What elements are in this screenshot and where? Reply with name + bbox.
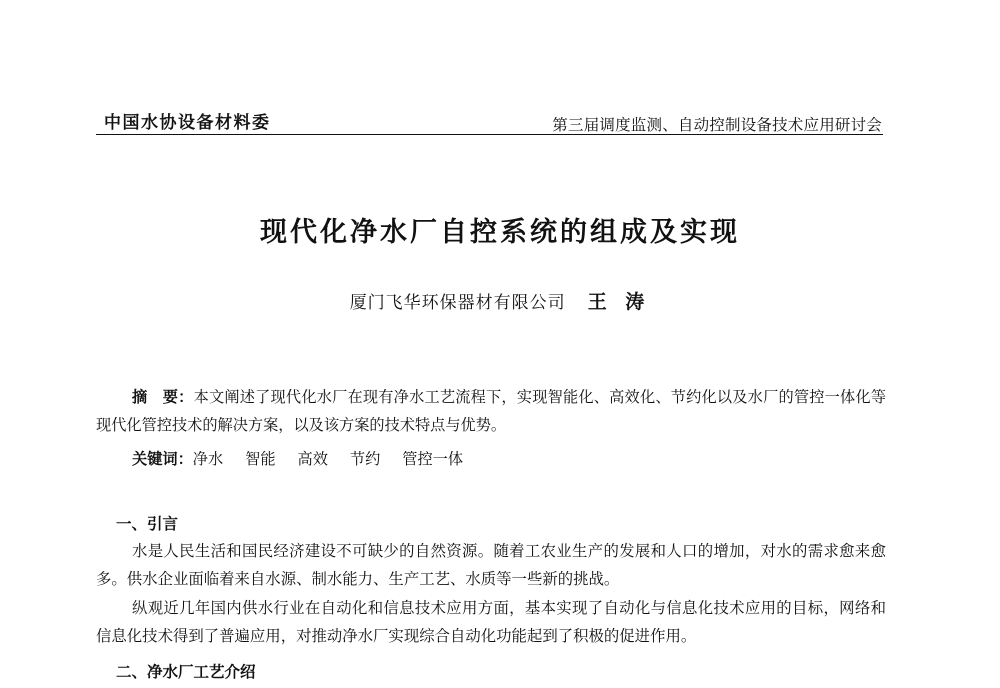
keyword-item: 净水 [192, 450, 224, 468]
header-conference: 第三届调度监测、自动控制设备技术应用研讨会 [552, 116, 882, 134]
affiliation-line [0, 287, 1000, 314]
keywords-label: 关键词： [132, 450, 193, 468]
section-heading-introduction: 一、引言 [116, 515, 179, 533]
keyword-item: 智能 [245, 450, 276, 468]
abstract-text: 本文阐述了现代化水厂在现有净水工艺流程下，实现智能化、高效化、节约化以及水厂的管控一体化等现代化管控技术的解决方案，以及该方案的技术特点与优势。 [96, 388, 887, 434]
section-heading-process: 二、净水厂工艺介绍 [116, 663, 256, 681]
header-divider [96, 134, 883, 135]
header-organization: 中国水协设备材料委 [104, 113, 271, 133]
keyword-item: 管控一体 [402, 450, 463, 468]
paragraph: 纵观近几年国内供水行业在自动化和信息技术应用方面，基本实现了自动化与信息化技术应用的目标，网络和信息化技术得到了普遍应用，对推动净水厂实现综合自动化功能起到了积极的促进作用。 [96, 599, 886, 645]
abstract-label: 摘 要： [132, 388, 194, 406]
keywords [96, 445, 886, 473]
paragraph: 水是人民生活和国民经济建设不可缺少的自然资源。随着工农业生产的发展和人口的增加，对水的需求愈来愈多。供水企业面临着来自水源、制水能力、生产工艺、水质等一些新的挑战。 [96, 542, 886, 588]
affiliation: 厦门飞华环保器材有限公司 [349, 293, 566, 313]
keyword-item: 节约 [349, 450, 381, 468]
abstract [96, 383, 886, 439]
paper-title: 现代化净水厂自控系统的组成及实现 [260, 217, 740, 248]
author: 王 涛 [587, 291, 651, 313]
keyword-item: 高效 [297, 450, 328, 468]
